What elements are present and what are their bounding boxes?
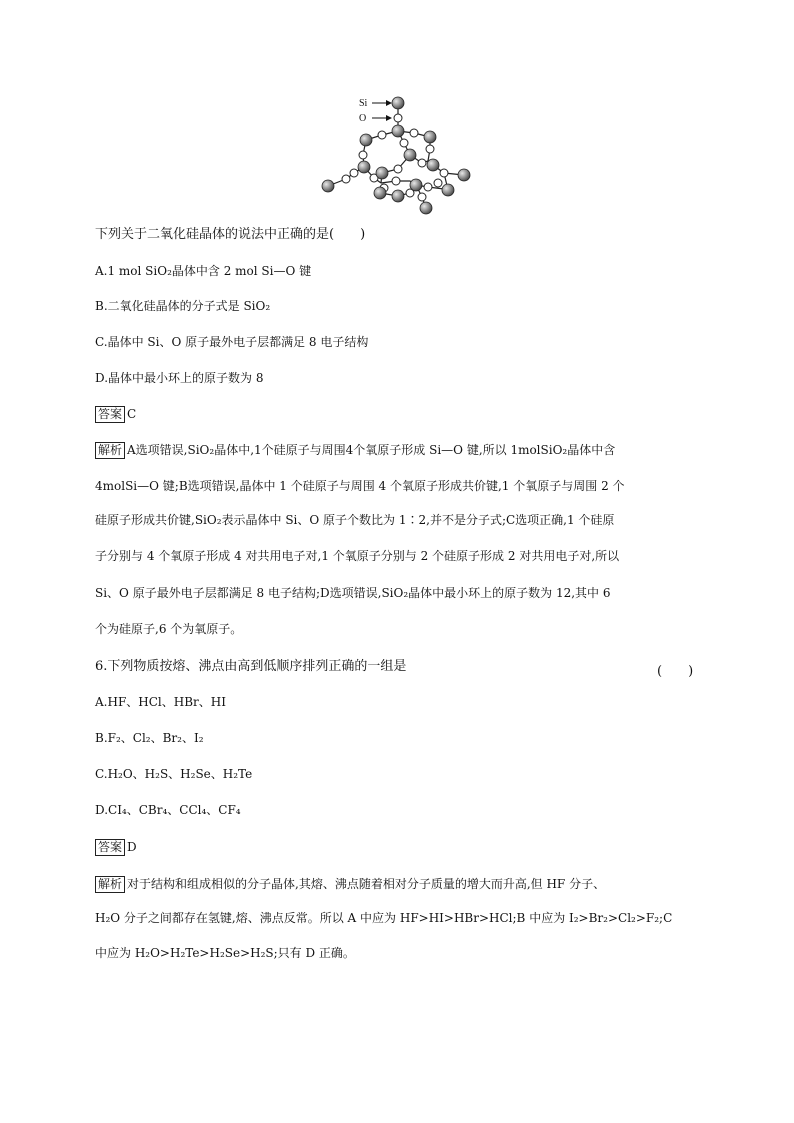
q6-analysis-line: 中应为 H₂O>H₂Te>H₂Se>H₂S;只有 D 正确。 xyxy=(95,946,355,960)
analysis-tag: 解析 xyxy=(95,876,125,893)
q6-stem: 6.下列物质按熔、沸点由高到低顺序排列正确的一组是 xyxy=(95,659,407,674)
q5-option-c: C.晶体中 Si、O 原子最外电子层都满足 8 电子结构 xyxy=(95,335,369,349)
sio2-structure-figure xyxy=(318,93,478,218)
q6-option-b: B.F₂、Cl₂、Br₂、I₂ xyxy=(95,731,204,745)
q5-option-b: B.二氧化硅晶体的分子式是 SiO₂ xyxy=(95,299,271,313)
q5-option-a: A.1 mol SiO₂晶体中含 2 mol Si—O 键 xyxy=(95,264,312,278)
q5-analysis-line: Si、O 原子最外电子层都满足 8 电子结构;D选项错误,SiO₂晶体中最小环上的原子数为 12,其中 6 xyxy=(95,586,611,600)
answer-value: C xyxy=(127,407,137,421)
q6-answer xyxy=(95,839,137,856)
q5-analysis-line: 4molSi—O 键;B选项错误,晶体中 1 个硅原子与周围 4 个氧原子形成共价键,1 个氧原子与周围 2 个 xyxy=(95,479,625,493)
answer-tag: 答案 xyxy=(95,406,125,423)
q6-option-a: A.HF、HCl、HBr、HI xyxy=(95,695,226,709)
q6-analysis-line: H₂O 分子之间都存在氢键,熔、沸点反常。所以 A 中应为 HF>HI>HBr>HCl;B 中应为 I₂>Br₂>Cl₂>F₂;C xyxy=(95,911,673,925)
crystal-lattice-diagram xyxy=(318,93,478,218)
q6-answer-paren: ( ) xyxy=(657,664,694,679)
q5-answer xyxy=(95,406,136,423)
si-label: Si xyxy=(359,98,368,109)
q6-option-d: D.CI₄、CBr₄、CCl₄、CF₄ xyxy=(95,803,241,817)
answer-tag: 答案 xyxy=(95,839,125,856)
q6-option-c: C.H₂O、H₂S、H₂Se、H₂Te xyxy=(95,767,253,781)
q5-analysis-line: 个为硅原子,6 个为氧原子。 xyxy=(95,622,243,636)
analysis-text: A选项错误,SiO₂晶体中,1个硅原子与周围4个氧原子形成 Si—O 键,所以 1molSiO₂晶体中含 xyxy=(127,443,616,457)
analysis-text: 对于结构和组成相似的分子晶体,其熔、沸点随着相对分子质量的增大而升高,但 HF 分子、 xyxy=(127,877,606,891)
o-label: O xyxy=(359,113,367,124)
q5-analysis-line xyxy=(95,442,615,459)
analysis-tag: 解析 xyxy=(95,442,125,459)
q5-analysis-line: 硅原子形成共价键,SiO₂表示晶体中 Si、O 原子个数比为 1∶2,并不是分子式;C选项正确,1 个硅原 xyxy=(95,513,615,527)
q5-option-d: D.晶体中最小环上的原子数为 8 xyxy=(95,371,264,385)
q6-analysis-line xyxy=(95,876,605,893)
q5-analysis-line: 子分别与 4 个氧原子形成 4 对共用电子对,1 个氧原子分别与 2 个硅原子形成 2 对共用电子对,所以 xyxy=(95,549,620,563)
answer-value: D xyxy=(127,840,137,854)
q5-stem: 下列关于二氧化硅晶体的说法中正确的是( ) xyxy=(95,227,366,242)
